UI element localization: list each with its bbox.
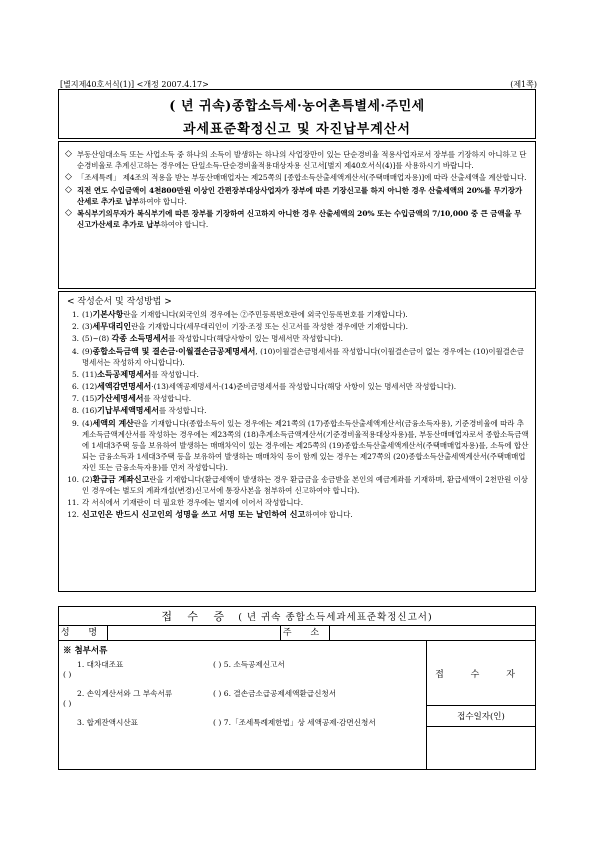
instructions-heading: < 작성순서 및 작성방법 >: [67, 297, 172, 307]
checkbox-paren[interactable]: ( ): [63, 699, 72, 708]
attachment-row: 1. 대차대조표 ( ) 5. 소득공제신고서: [77, 660, 285, 669]
diamond-icon: ◇: [65, 208, 72, 219]
instruction-number: 4.: [71, 346, 79, 356]
instruction-number: 11.: [67, 497, 79, 507]
instruction-number: 1.: [71, 310, 79, 319]
instruction-item: [65, 393, 529, 404]
attachments-heading: ※ 첨부서류: [63, 646, 108, 656]
instruction-item: [65, 418, 529, 473]
instruction-number: 2.: [71, 322, 79, 332]
attachment-row: 3. 합계잔액시산표 ( ) 7.「조세특례제한법」상 세액공제·감면신청서: [77, 718, 376, 727]
form-reference: [별지제40호서식(1)] <개정 2007.4.17>: [60, 80, 209, 89]
instruction-item: [65, 474, 529, 496]
stamp-area[interactable]: [427, 727, 535, 769]
note-item: ◇ 복식부기의무자가 복식부기에 따른 장부를 기장하여 신고하지 아니한 경우 산출세액의 20% 또는 수입금액의 7/10,000 중 큰 금액을 무신고가산세로 추가로 납부하여야 합니다.: [65, 208, 522, 230]
receipt-date-label: 접수일자(인): [427, 706, 535, 727]
instruction-text: (15)가산세명세서를 작성합니다.: [82, 393, 192, 404]
instruction-item: [65, 509, 529, 520]
instruction-text: (1)기본사항란을 기재합니다(외국인의 경우에는 ②주민등록번호란에 외국인등록번호를 기재합니다).: [82, 309, 408, 319]
instruction-number: 8.: [71, 406, 79, 416]
instruction-item: [65, 321, 529, 332]
receipt-box: [58, 606, 536, 770]
instruction-number: 7.: [71, 394, 79, 404]
instruction-item: [65, 333, 529, 344]
diamond-icon: ◇: [65, 172, 72, 183]
page-number: (제1쪽): [510, 80, 537, 89]
instruction-text: 신고인은 반드시 신고인의 성명을 쓰고 서명 또는 날인하여 신고하여야 합니다.: [82, 509, 353, 520]
instructions-list: [65, 309, 529, 520]
instruction-text: (12)세액감면명세서·(13)세액공제명세서·(14)준비금명세서를 작성합니다(해당 사항이 있는 명세서만 작성합니다).: [82, 380, 457, 391]
instruction-text: (3)세무대리인란을 기재합니다(세무대리인이 기장·조정 또는 신고서를 작성한 경우에만 기재합니다).: [82, 321, 408, 332]
instruction-item: [65, 369, 529, 380]
diamond-icon: ◇: [65, 149, 72, 159]
note-item: ◇ 「조세특례」 제4조의 적용을 받는 부동산매매업자는 제25쪽의 [종합소득산출세액계산서(주택매매업자용)]에 따라 산출세액을 계산합니다.: [65, 172, 527, 183]
attachment-row: 2. 손익계산서와 그 부속서류 ( ) 6. 결손금소급공제세액환급신청서: [77, 689, 337, 698]
note-item: ◇ 부동산임대소득 또는 사업소득 중 하나의 소득이 발생하는 하나의 사업장만이 있는 단순경비율 적용사업자로서 장부를 기장하지 아니하고 단순경비율로 추계신고하는 경우에는 단일소득-단순경비율적용대상자용 신고서[별지 제40호서식(4)]를 사용하시기 바랍니다.: [65, 149, 527, 171]
instruction-item: [65, 381, 529, 392]
title-line-1: ( 년 귀속)종합소득세·농어촌특별세·주민세: [169, 99, 425, 114]
instruction-number: 10.: [67, 474, 79, 484]
instruction-text: (5)~(8) 각종 소득명세서를 작성합니다(해당사항이 있는 명세서만 작성합니다).: [82, 333, 343, 344]
receiver-section: [427, 641, 535, 769]
title-line-2: 과세표준확정신고 및 자진납부계산서: [183, 122, 411, 137]
instruction-item: [65, 346, 529, 368]
receipt-body: [59, 641, 535, 769]
attachments-section: [59, 641, 427, 769]
instruction-item: [65, 309, 529, 320]
address-label: 주 소: [281, 626, 330, 640]
instruction-number: 5.: [71, 369, 79, 379]
instruction-number: 9.: [71, 418, 79, 428]
title-box: [58, 89, 536, 139]
instruction-text: 각 서식에서 기재란이 더 필요한 경우에는 별지에 이어서 작성합니다.: [82, 497, 304, 507]
instruction-text: (2)환급금 계좌신고란을 기재합니다(환급세액이 발생하는 경우 환급금을 송금받을 본인의 예금계좌를 기재하며, 환급세액이 2천만원 이상인 경우에는 별도의 계좌개설(변경)신고서에 통장사본을 첨부하여 신고하여야 합니다).: [82, 473, 528, 495]
notes-box: [58, 141, 536, 289]
address-field[interactable]: [330, 626, 535, 640]
note-item: ◇ 직전 연도 수입금액이 4천800만원 이상인 간편장부대상사업자가 장부에 따른 기장신고를 하지 아니한 경우 산출세액의 20%를 무기장가산세로 추가로 납부하여야 합니다.: [65, 184, 523, 206]
instructions-box: [58, 291, 536, 592]
instruction-item: [65, 405, 529, 416]
receipt-title: 접 수 증 ( 년 귀속 종합소득세과세표준확정신고서): [59, 607, 535, 626]
instruction-text: (4)세액의 계산란을 기재합니다(종합소득이 있는 경우에는 제21쪽의 (17)종합소득산출세액계산서(금융소득자용), 기준경비율에 따라 추계소득금액계산서를 작성하는 경우에는 제23쪽의 (18)추계소득금액계산서(기준경비율적용대상자용)를, 부동산매매업자로서 종합소득금액에 1세대3주택 등을 보유하여 발생하는 매매차익이 있는 경우에는 제25쪽의 (19)종합소득산출세액계산서(주택매매업자용)를, 소득에 합산되는 금융소득과 1세대3주택 등을 보유하여 발생하는 매매차익 등이 함께 있는 경우는 제27쪽의 (20)종합소득산출세액계산서(주택매매업자인 또는 금융소득자용)를 먼저 작성합니다).: [82, 417, 529, 472]
name-field[interactable]: [108, 626, 281, 640]
instruction-text: (11)소득공제명세서를 작성합니다.: [82, 368, 199, 379]
instruction-number: 12.: [67, 510, 79, 520]
instruction-number: 3.: [71, 334, 79, 344]
instruction-number: 6.: [71, 381, 79, 391]
receiver-label: 접 수 자: [427, 641, 535, 706]
diamond-icon: ◇: [65, 184, 72, 195]
instruction-item: [65, 497, 529, 508]
name-label: 성 명: [59, 626, 108, 640]
receipt-name-address-row: [59, 626, 535, 641]
instruction-text: (9)종합소득금액 및 결손금·이월결손금공제명세서, (10)이월결손금명세서를 작성합니다(이월결손금이 없는 경우에는 (10)이월결손금명세서는 작성하지 아니합니다).: [82, 345, 525, 367]
instruction-text: (16)기납부세액명세서를 작성합니다.: [82, 405, 207, 416]
checkbox-paren[interactable]: ( ): [63, 670, 72, 679]
